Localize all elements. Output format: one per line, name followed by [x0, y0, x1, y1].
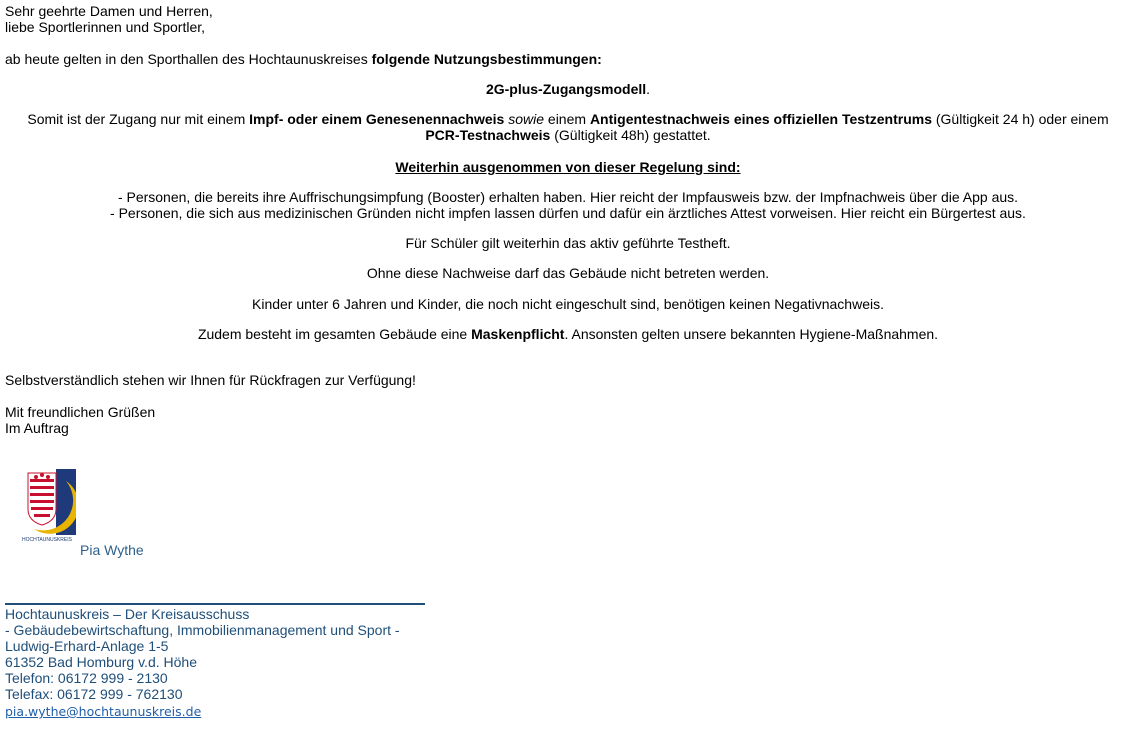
footer-street: Ludwig-Erhard-Anlage 1-5 — [5, 638, 169, 654]
access-rule-line-2 — [0, 127, 1136, 143]
exception-item: - Personen, die sich aus medizinischen Gründen nicht impfen lassen dürfen und dafür ein ärztliches Attest vorweisen. Hier reicht ein Bürgertest aus. — [110, 205, 1026, 221]
access-bold-3: PCR-Testnachweis — [425, 127, 551, 143]
exceptions-heading-text: Weiterhin ausgenommen von dieser Regelung sind: — [395, 159, 741, 175]
access-bold-2: Antigentestnachweis eines offiziellen Testzentrums — [589, 111, 932, 127]
intro-paragraph — [5, 51, 602, 67]
footer-dept: - Gebäudebewirtschaftung, Immobilienmanagement und Sport - — [5, 622, 400, 638]
hochtaunuskreis-logo — [22, 469, 76, 535]
exception-item: - Personen, die bereits ihre Auffrischungsimpfung (Booster) erhalten haben. Hier reicht der Impfausweis bzw. der Impfnachweis über die App aus. — [117, 189, 1019, 205]
access-text-3: einem — [544, 111, 590, 127]
mask-text-post: . Ansonsten gelten unsere bekannten Hygiene-Maßnahmen. — [564, 326, 939, 342]
greeting-line-1: Sehr geehrte Damen und Herren, — [5, 3, 213, 19]
note-children: Kinder unter 6 Jahren und Kinder, die noch nicht eingeschult sind, benötigen keinen Negativnachweis. — [252, 296, 884, 312]
mask-text-pre: Zudem besteht im gesamten Gebäude eine — [197, 326, 472, 342]
footer-email-wrap — [5, 703, 201, 720]
closing-questions: Selbstverständlich stehen wir Ihnen für Rückfragen zur Verfügung! — [5, 372, 416, 388]
intro-bold: folgende Nutzungsbestimmungen: — [371, 51, 602, 67]
access-italic: sowie — [508, 111, 545, 127]
mask-bold: Maskenpflicht — [471, 326, 565, 342]
note-mask — [0, 326, 1136, 342]
footer-phone: Telefon: 06172 999 - 2130 — [5, 670, 168, 686]
logo-caption: HOCHTAUNUSKREIS — [22, 537, 72, 543]
note-entry: Ohne diese Nachweise darf das Gebäude nicht betreten werden. — [366, 265, 770, 281]
access-text-1: Somit ist der Zugang nur mit einem — [27, 111, 250, 127]
footer-city: 61352 Bad Homburg v.d. Höhe — [5, 654, 197, 670]
greeting-line-2: liebe Sportlerinnen und Sportler, — [5, 19, 206, 35]
signature-name: Pia Wythe — [80, 542, 144, 558]
access-rule-line-1 — [0, 111, 1136, 127]
access-model — [0, 81, 1136, 97]
closing-order: Im Auftrag — [5, 420, 69, 436]
footer-org: Hochtaunuskreis – Der Kreisausschuss — [5, 606, 250, 622]
footer-fax: Telefax: 06172 999 - 762130 — [5, 686, 183, 702]
footer-divider — [5, 603, 425, 605]
intro-text: ab heute gelten in den Sporthallen des Hochtaunuskreises — [5, 51, 372, 67]
note-students: Für Schüler gilt weiterhin das aktiv geführte Testheft. — [405, 235, 731, 251]
access-model-title: 2G-plus-Zugangsmodell — [485, 81, 647, 97]
footer-email-link[interactable]: pia.wythe@hochtaunuskreis.de — [5, 704, 202, 719]
access-model-suffix: . — [646, 81, 651, 97]
exceptions-heading — [0, 159, 1136, 175]
access-bold-1: Impf- oder einem Genesenennachweis — [249, 111, 505, 127]
access-text-4: (Gültigkeit 24 h) oder einem — [931, 111, 1109, 127]
access-text-5: (Gültigkeit 48h) gestattet. — [550, 127, 711, 143]
closing-regards: Mit freundlichen Grüßen — [5, 404, 156, 420]
